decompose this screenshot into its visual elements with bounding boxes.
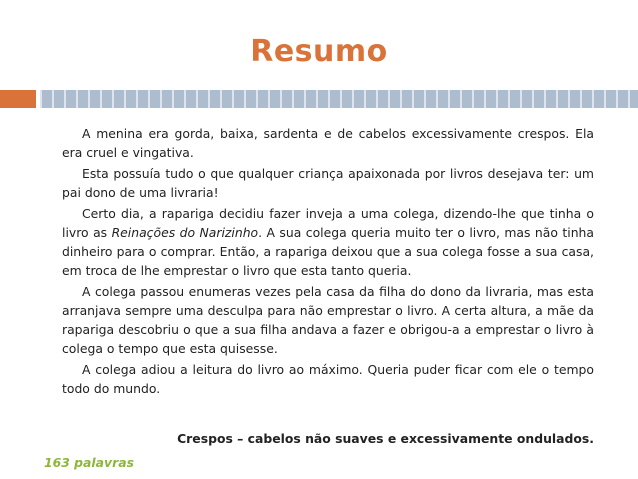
glossary-note: Crespos – cabelos não suaves e excessivamente ondulados. bbox=[177, 431, 594, 446]
paragraph-5: A colega adiou a leitura do livro ao máximo. Queria puder ficar com ele o tempo todo do mundo. bbox=[62, 362, 594, 396]
title-divider-bar bbox=[0, 90, 638, 108]
divider-striped-band bbox=[40, 90, 638, 108]
divider-accent-block bbox=[0, 90, 36, 108]
summary-body bbox=[62, 124, 594, 398]
paragraph-2: Esta possuía tudo o que qualquer criança apaixonada por livros desejava ter: um pai dono de uma livraria! bbox=[62, 166, 594, 200]
word-count: 163 palavras bbox=[44, 455, 134, 470]
slide-title: Resumo bbox=[250, 34, 388, 69]
paragraph-3-start: Certo dia, a rapariga decidiu fazer inveja a uma colega, dizendo-lhe que tinha o livro as bbox=[62, 206, 594, 240]
paragraph-1: A menina era gorda, baixa, sardenta e de cabelos excessivamente crespos. Ela era cruel e vingativa. bbox=[62, 126, 594, 160]
book-title: Reinações do Narizinho bbox=[111, 225, 259, 240]
paragraph-3 bbox=[62, 204, 594, 280]
paragraph-4: A colega passou enumeras vezes pela casa da filha do dono da livraria, mas esta arranjava sempre uma desculpa para não emprestar o livro. A certa altura, a mãe da rapariga descobriu o que a sua filha andava a fazer e obrigou-a a emprestar o livro à colega o tempo que esta quisesse. bbox=[62, 284, 594, 356]
paragraph-3-end: . A sua colega queria muito ter o livro, mas não tinha dinheiro para o comprar. Então, a rapariga deixou que a sua colega fosse a sua casa, em troca de lhe emprestar o livro que esta tanto queria. bbox=[62, 225, 594, 278]
